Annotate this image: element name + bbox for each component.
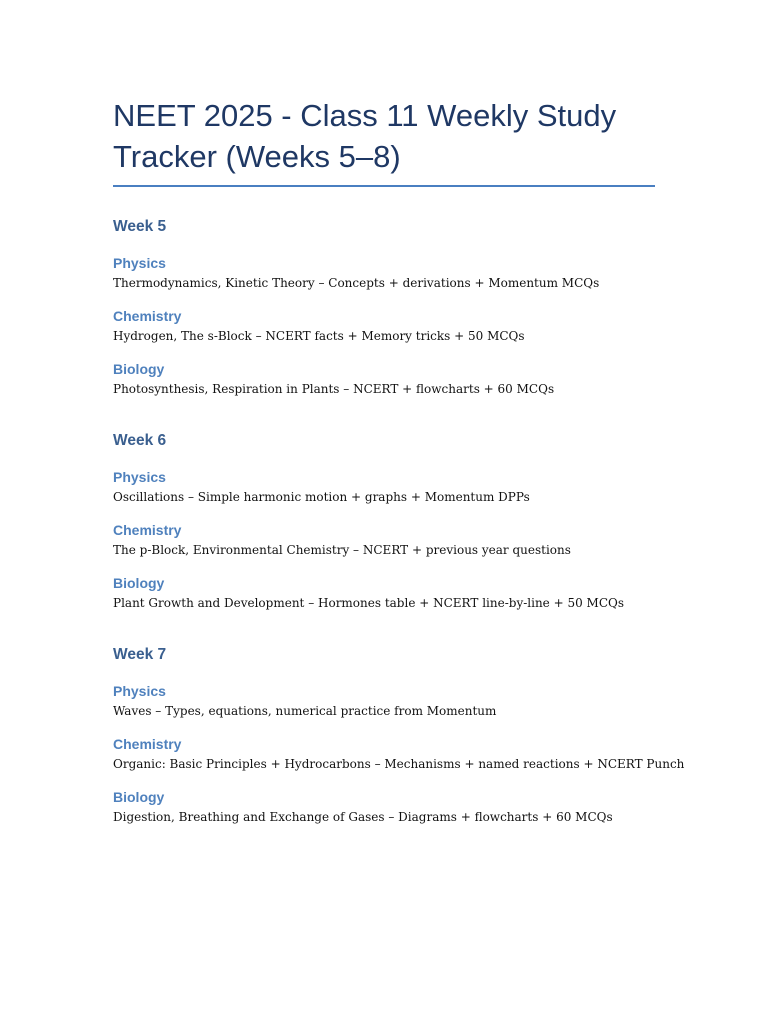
subject-physics xyxy=(113,682,655,720)
subject-description: The p-Block, Environmental Chemistry – NCERT + previous year questions xyxy=(113,543,571,557)
subject-description: Organic: Basic Principles + Hydrocarbons – Mechanisms + named reactions + NCERT Punch xyxy=(113,757,685,771)
week-heading: Week 5 xyxy=(113,218,167,235)
subject-heading: Physics xyxy=(113,469,166,485)
subject-chemistry xyxy=(113,735,685,773)
subject-heading: Biology xyxy=(113,575,165,591)
subject-heading: Chemistry xyxy=(113,308,182,324)
subject-heading: Biology xyxy=(113,789,165,805)
subject-biology xyxy=(113,574,655,612)
week-section xyxy=(113,431,655,612)
document-title: NEET 2025 - Class 11 Weekly Study Tracker (Weeks 5–8) xyxy=(113,95,655,187)
subject-description: Oscillations – Simple harmonic motion + graphs + Momentum DPPs xyxy=(113,490,530,504)
subject-heading: Chemistry xyxy=(113,736,182,752)
subject-description: Hydrogen, The s-Block – NCERT facts + Memory tricks + 50 MCQs xyxy=(113,329,525,343)
subject-description: Plant Growth and Development – Hormones table + NCERT line-by-line + 50 MCQs xyxy=(113,596,625,610)
subject-chemistry xyxy=(113,521,655,559)
subject-heading: Physics xyxy=(113,255,166,271)
subject-heading: Physics xyxy=(113,683,166,699)
subject-heading: Chemistry xyxy=(113,522,182,538)
subject-biology xyxy=(113,360,655,398)
week-section xyxy=(113,217,655,398)
subject-description: Digestion, Breathing and Exchange of Gases – Diagrams + flowcharts + 60 MCQs xyxy=(113,810,613,824)
week-section xyxy=(113,645,685,826)
subject-biology xyxy=(113,788,655,826)
subject-physics xyxy=(113,254,655,292)
subject-description: Photosynthesis, Respiration in Plants – NCERT + flowcharts + 60 MCQs xyxy=(113,382,555,396)
subject-description: Waves – Types, equations, numerical practice from Momentum xyxy=(113,704,497,718)
subject-physics xyxy=(113,468,655,506)
subject-chemistry xyxy=(113,307,655,345)
subject-heading: Biology xyxy=(113,361,165,377)
document-page xyxy=(113,95,685,841)
week-heading: Week 6 xyxy=(113,432,167,449)
subject-description: Thermodynamics, Kinetic Theory – Concepts + derivations + Momentum MCQs xyxy=(113,276,600,290)
week-heading: Week 7 xyxy=(113,646,167,663)
